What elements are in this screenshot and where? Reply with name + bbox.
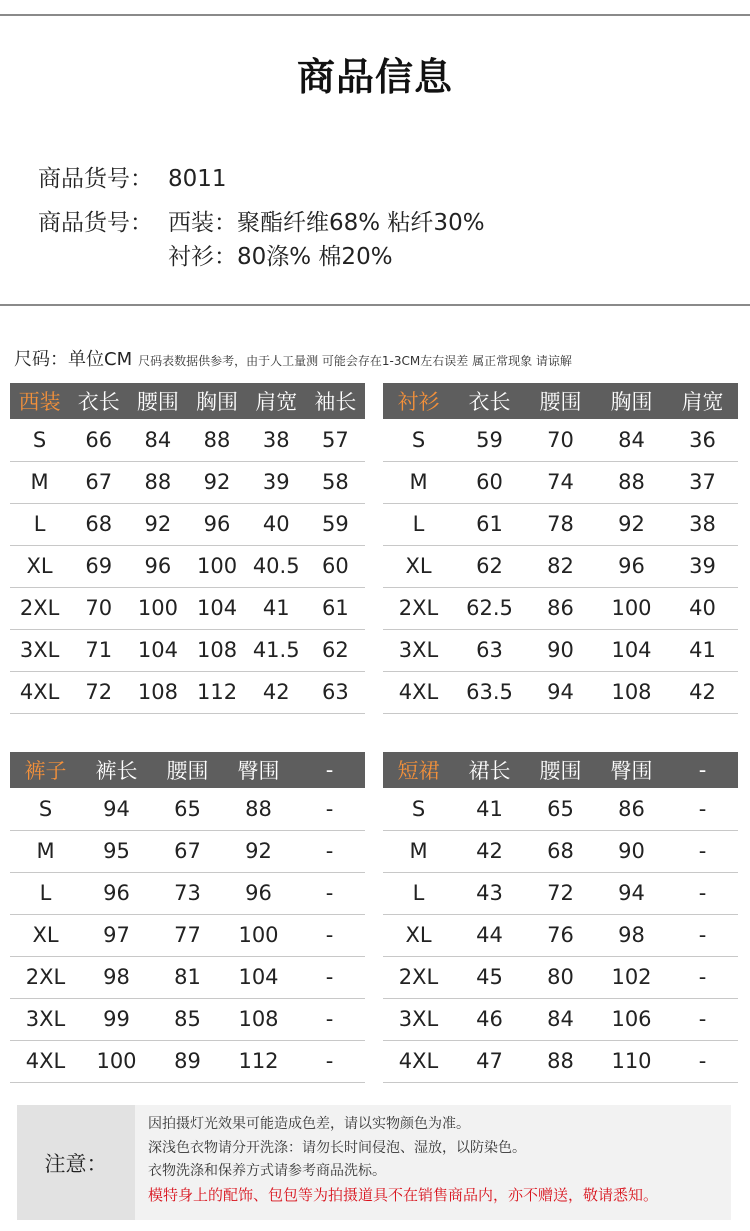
measurement-cell: 112 xyxy=(223,1040,294,1082)
table-row xyxy=(10,671,365,713)
table-row xyxy=(10,956,365,998)
table-column-header: 裤长 xyxy=(81,752,152,788)
product-code-line xyxy=(38,160,227,193)
measurement-cell: 84 xyxy=(128,419,187,461)
measurement-cell: 104 xyxy=(223,956,294,998)
table-row xyxy=(10,914,365,956)
material-shirt-value: 衬衫：80涤% 棉20% xyxy=(168,244,393,270)
table-header-row xyxy=(383,383,738,419)
measurement-cell: 72 xyxy=(525,872,596,914)
measurement-cell: 65 xyxy=(152,788,223,830)
measurement-cell: 65 xyxy=(525,788,596,830)
measurement-cell: 96 xyxy=(596,545,667,587)
measurement-cell: 39 xyxy=(667,545,738,587)
measurement-cell: 86 xyxy=(596,788,667,830)
size-label-cell: L xyxy=(10,872,81,914)
measurement-cell: 43 xyxy=(454,872,525,914)
measurement-cell: 108 xyxy=(596,671,667,713)
table-header-row xyxy=(10,752,365,788)
measurement-cell: 61 xyxy=(306,587,365,629)
table-category-header: 西装 xyxy=(10,383,69,419)
measurement-cell: 67 xyxy=(69,461,128,503)
measurement-cell: 88 xyxy=(128,461,187,503)
measurement-cell: 96 xyxy=(223,872,294,914)
measurement-cell: 37 xyxy=(667,461,738,503)
measurement-cell: 70 xyxy=(69,587,128,629)
page-title: 商品信息 xyxy=(296,55,453,99)
table-column-header: - xyxy=(294,752,365,788)
measurement-cell: 40.5 xyxy=(247,545,306,587)
size-label-cell: XL xyxy=(383,545,454,587)
measurement-cell: - xyxy=(294,914,365,956)
measurement-cell: 62.5 xyxy=(454,587,525,629)
size-unit-text: 尺码：单位CM xyxy=(14,349,133,370)
size-label-cell: XL xyxy=(10,914,81,956)
table-row xyxy=(383,830,738,872)
measurement-cell: 100 xyxy=(187,545,246,587)
measurement-cell: 90 xyxy=(596,830,667,872)
table-row xyxy=(10,461,365,503)
measurement-cell: 95 xyxy=(81,830,152,872)
table-column-header: 胸围 xyxy=(596,383,667,419)
measurement-cell: 82 xyxy=(525,545,596,587)
measurement-cell: - xyxy=(294,788,365,830)
size-disclaimer: 尺码表数据供参考，由于人工量测 可能会存在1-3CM左右误差 属正常现象 请谅解 xyxy=(138,354,572,368)
measurement-cell: 112 xyxy=(187,671,246,713)
measurement-cell: 108 xyxy=(223,998,294,1040)
table-row xyxy=(383,788,738,830)
table-column-header: 袖长 xyxy=(306,383,365,419)
table-row xyxy=(10,503,365,545)
measurement-cell: 96 xyxy=(128,545,187,587)
measurement-cell: 85 xyxy=(152,998,223,1040)
measurement-cell: 71 xyxy=(69,629,128,671)
measurement-cell: 58 xyxy=(306,461,365,503)
size-label-cell: XL xyxy=(10,545,69,587)
measurement-cell: 41 xyxy=(667,629,738,671)
table-row xyxy=(383,545,738,587)
table-column-header: 臀围 xyxy=(223,752,294,788)
measurement-cell: 98 xyxy=(596,914,667,956)
product-code-value: 8011 xyxy=(168,166,227,192)
measurement-cell: 106 xyxy=(596,998,667,1040)
measurement-cell: 88 xyxy=(596,461,667,503)
measurement-cell: 62 xyxy=(306,629,365,671)
table-row xyxy=(10,629,365,671)
table-row xyxy=(383,461,738,503)
measurement-cell: 84 xyxy=(596,419,667,461)
measurement-cell: - xyxy=(294,1040,365,1082)
measurement-cell: 68 xyxy=(525,830,596,872)
measurement-cell: 88 xyxy=(187,419,246,461)
measurement-cell: - xyxy=(667,1040,738,1082)
measurement-cell: 40 xyxy=(667,587,738,629)
table-column-header: 衣长 xyxy=(454,383,525,419)
size-label-cell: M xyxy=(10,830,81,872)
skirt-size-table xyxy=(383,752,738,1083)
measurement-cell: 42 xyxy=(247,671,306,713)
notice-line: 因拍摄灯光效果可能造成色差，请以实物颜色为准。 xyxy=(148,1116,470,1132)
measurement-cell: 96 xyxy=(81,872,152,914)
measurement-cell: 40 xyxy=(247,503,306,545)
measurement-cell: 94 xyxy=(81,788,152,830)
measurement-cell: 81 xyxy=(152,956,223,998)
section-divider xyxy=(0,304,750,306)
size-label-cell: M xyxy=(383,461,454,503)
measurement-cell: 102 xyxy=(596,956,667,998)
measurement-cell: 74 xyxy=(525,461,596,503)
measurement-cell: 92 xyxy=(596,503,667,545)
measurement-cell: 100 xyxy=(596,587,667,629)
measurement-cell: 100 xyxy=(223,914,294,956)
table-category-header: 衬衫 xyxy=(383,383,454,419)
measurement-cell: 89 xyxy=(152,1040,223,1082)
measurement-cell: 76 xyxy=(525,914,596,956)
measurement-cell: 62 xyxy=(454,545,525,587)
size-label-cell: 3XL xyxy=(383,629,454,671)
table-row xyxy=(383,956,738,998)
measurement-cell: - xyxy=(294,872,365,914)
measurement-cell: 38 xyxy=(247,419,306,461)
measurement-cell: 60 xyxy=(454,461,525,503)
size-label-cell: L xyxy=(383,872,454,914)
measurement-cell: 41 xyxy=(454,788,525,830)
measurement-cell: 59 xyxy=(306,503,365,545)
measurement-cell: 77 xyxy=(152,914,223,956)
table-row xyxy=(383,587,738,629)
measurement-cell: 94 xyxy=(596,872,667,914)
measurement-cell: 88 xyxy=(525,1040,596,1082)
size-label-cell: L xyxy=(10,503,69,545)
size-note xyxy=(14,345,572,371)
table-row xyxy=(383,629,738,671)
table-row xyxy=(383,998,738,1040)
size-label-cell: 3XL xyxy=(10,629,69,671)
measurement-cell: 86 xyxy=(525,587,596,629)
top-divider xyxy=(0,14,750,16)
material-label: 商品货号： xyxy=(38,210,153,236)
table-header-row xyxy=(10,383,365,419)
notice-box xyxy=(17,1105,731,1220)
measurement-cell: 38 xyxy=(667,503,738,545)
measurement-cell: 63 xyxy=(306,671,365,713)
notice-warning-line: 模特身上的配饰、包包等为拍摄道具不在销售商品内，亦不赠送，敬请悉知。 xyxy=(148,1185,659,1204)
size-label-cell: S xyxy=(10,419,69,461)
measurement-cell: 42 xyxy=(667,671,738,713)
measurement-cell: 41 xyxy=(247,587,306,629)
measurement-cell: 44 xyxy=(454,914,525,956)
measurement-cell: - xyxy=(294,956,365,998)
size-label-cell: 2XL xyxy=(10,956,81,998)
measurement-cell: 70 xyxy=(525,419,596,461)
measurement-cell: 46 xyxy=(454,998,525,1040)
measurement-cell: - xyxy=(667,830,738,872)
table-column-header: 臀围 xyxy=(596,752,667,788)
size-label-cell: XL xyxy=(383,914,454,956)
material-line-suit xyxy=(38,204,485,237)
measurement-cell: 73 xyxy=(152,872,223,914)
measurement-cell: 88 xyxy=(223,788,294,830)
measurement-cell: 104 xyxy=(596,629,667,671)
measurement-cell: 90 xyxy=(525,629,596,671)
table-row xyxy=(10,872,365,914)
measurement-cell: 110 xyxy=(596,1040,667,1082)
table-row xyxy=(10,419,365,461)
table-row xyxy=(10,788,365,830)
table-column-header: - xyxy=(667,752,738,788)
table-column-header: 胸围 xyxy=(187,383,246,419)
size-label-cell: M xyxy=(383,830,454,872)
measurement-cell: 92 xyxy=(128,503,187,545)
table-category-header: 短裙 xyxy=(383,752,454,788)
table-column-header: 肩宽 xyxy=(667,383,738,419)
measurement-cell: 67 xyxy=(152,830,223,872)
notice-line: 深浅色衣物请分开洗涤：请勿长时间侵泡、湿放，以防染色。 xyxy=(148,1139,526,1156)
measurement-cell: 39 xyxy=(247,461,306,503)
size-label-cell: S xyxy=(10,788,81,830)
pants-size-table xyxy=(10,752,365,1083)
size-label-cell: 4XL xyxy=(10,1040,81,1082)
measurement-cell: 66 xyxy=(69,419,128,461)
size-label-cell: 2XL xyxy=(383,587,454,629)
table-row xyxy=(10,587,365,629)
table-row xyxy=(383,419,738,461)
measurement-cell: - xyxy=(667,956,738,998)
size-label-cell: 3XL xyxy=(383,998,454,1040)
suit-size-table xyxy=(10,383,365,714)
measurement-cell: 63.5 xyxy=(454,671,525,713)
notice-line: 衣物洗涤和保养方式请参考商品洗标。 xyxy=(148,1163,386,1179)
size-label-cell: S xyxy=(383,419,454,461)
measurement-cell: 57 xyxy=(306,419,365,461)
measurement-cell: 104 xyxy=(187,587,246,629)
table-column-header: 衣长 xyxy=(69,383,128,419)
measurement-cell: 63 xyxy=(454,629,525,671)
table-row xyxy=(10,545,365,587)
size-label-cell: 4XL xyxy=(383,1040,454,1082)
table-row xyxy=(383,503,738,545)
table-column-header: 腰围 xyxy=(525,383,596,419)
table-row xyxy=(383,671,738,713)
size-label-cell: S xyxy=(383,788,454,830)
table-row xyxy=(383,1040,738,1082)
table-row xyxy=(10,998,365,1040)
measurement-cell: 92 xyxy=(223,830,294,872)
measurement-cell: 61 xyxy=(454,503,525,545)
table-category-header: 裤子 xyxy=(10,752,81,788)
measurement-cell: - xyxy=(294,830,365,872)
notice-label: 注意： xyxy=(17,1105,135,1220)
table-row xyxy=(10,1040,365,1082)
measurement-cell: 36 xyxy=(667,419,738,461)
measurement-cell: 78 xyxy=(525,503,596,545)
measurement-cell: 41.5 xyxy=(247,629,306,671)
measurement-cell: 104 xyxy=(128,629,187,671)
measurement-cell: 108 xyxy=(128,671,187,713)
measurement-cell: - xyxy=(667,914,738,956)
table-column-header: 肩宽 xyxy=(247,383,306,419)
size-label-cell: L xyxy=(383,503,454,545)
table-row xyxy=(383,914,738,956)
measurement-cell: 97 xyxy=(81,914,152,956)
size-label-cell: 2XL xyxy=(383,956,454,998)
measurement-cell: 94 xyxy=(525,671,596,713)
table-column-header: 腰围 xyxy=(152,752,223,788)
table-row xyxy=(10,830,365,872)
measurement-cell: - xyxy=(294,998,365,1040)
measurement-cell: 72 xyxy=(69,671,128,713)
measurement-cell: 92 xyxy=(187,461,246,503)
measurement-cell: 45 xyxy=(454,956,525,998)
table-header-row xyxy=(383,752,738,788)
measurement-cell: 42 xyxy=(454,830,525,872)
measurement-cell: 68 xyxy=(69,503,128,545)
measurement-cell: 84 xyxy=(525,998,596,1040)
measurement-cell: 60 xyxy=(306,545,365,587)
material-suit-value: 西装：聚酯纤维68% 粘纤30% xyxy=(168,210,485,236)
measurement-cell: 100 xyxy=(128,587,187,629)
size-label-cell: 3XL xyxy=(10,998,81,1040)
material-line-shirt xyxy=(38,238,393,271)
measurement-cell: - xyxy=(667,788,738,830)
measurement-cell: - xyxy=(667,872,738,914)
measurement-cell: 99 xyxy=(81,998,152,1040)
measurement-cell: 100 xyxy=(81,1040,152,1082)
size-label-cell: 4XL xyxy=(10,671,69,713)
measurement-cell: 96 xyxy=(187,503,246,545)
measurement-cell: 47 xyxy=(454,1040,525,1082)
size-label-cell: M xyxy=(10,461,69,503)
table-column-header: 裙长 xyxy=(454,752,525,788)
size-label-cell: 4XL xyxy=(383,671,454,713)
table-column-header: 腰围 xyxy=(128,383,187,419)
product-code-label: 商品货号： xyxy=(38,166,153,192)
measurement-cell: - xyxy=(667,998,738,1040)
measurement-cell: 59 xyxy=(454,419,525,461)
measurement-cell: 98 xyxy=(81,956,152,998)
notice-lines xyxy=(148,1113,658,1207)
measurement-cell: 69 xyxy=(69,545,128,587)
measurement-cell: 80 xyxy=(525,956,596,998)
size-label-cell: 2XL xyxy=(10,587,69,629)
measurement-cell: 108 xyxy=(187,629,246,671)
table-column-header: 腰围 xyxy=(525,752,596,788)
shirt-size-table xyxy=(383,383,738,714)
table-row xyxy=(383,872,738,914)
